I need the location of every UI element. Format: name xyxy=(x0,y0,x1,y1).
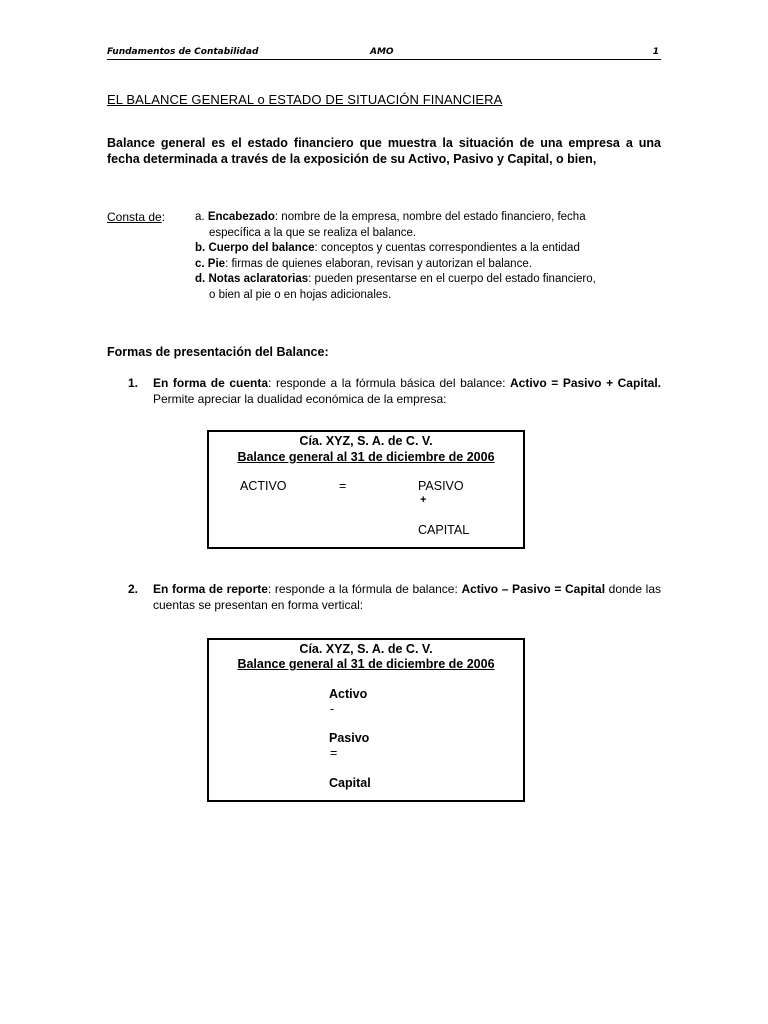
box-capital: CAPITAL xyxy=(418,523,470,537)
consta-item-b xyxy=(195,241,665,257)
consta-item-text: : firmas de quienes elaboran, revisan y autorizan el balance. xyxy=(225,257,532,270)
box-company-name: Cía. XYZ, S. A. de C. V. xyxy=(299,434,433,448)
consta-item-letter: c. xyxy=(195,257,205,270)
consta-item-letter: a xyxy=(195,211,202,223)
item-text: donde las cuentas se presentan en forma vertical: xyxy=(153,582,661,612)
item-number: 2. xyxy=(128,582,139,596)
box-activo: Activo xyxy=(329,687,368,701)
consta-list xyxy=(195,210,665,303)
consta-item-text: : pueden presentarse en el cuerpo del estado financiero, xyxy=(308,273,596,285)
balance-account-form-box xyxy=(207,430,525,549)
item-number: 1. xyxy=(128,376,139,390)
box-equals: = xyxy=(330,746,338,760)
item-term: En forma de cuenta xyxy=(153,376,269,390)
consta-de-label xyxy=(107,210,165,224)
box-subtitle: Balance general al 31 de diciembre de 2006 xyxy=(237,657,495,671)
item-body xyxy=(153,375,661,407)
item-body xyxy=(153,581,661,613)
intro-paragraph: Balance general es el estado financiero que muestra la situación de una empresa a una fecha determinada a través de la exposición de su Activo, Pasivo y Capital, o bien, xyxy=(107,136,661,166)
consta-item-letter: b. xyxy=(195,242,206,254)
item-text: Permite apreciar la dualidad económica de la empresa: xyxy=(153,392,447,406)
header-author: AMO xyxy=(370,47,394,57)
consta-item-term: Encabezado xyxy=(207,211,275,223)
consta-item-letter-suffix: . xyxy=(201,211,205,223)
header-page-number: 1 xyxy=(652,47,659,57)
consta-de-label-text: Consta de xyxy=(107,210,162,224)
consta-item-term: Cuerpo del balance xyxy=(208,242,315,254)
consta-item-continuation: específica a la que se realiza el balance. xyxy=(209,226,417,239)
consta-item-term: Notas aclaratorias xyxy=(208,273,309,285)
box-pasivo: PASIVO xyxy=(418,479,464,493)
consta-item-term: Pie xyxy=(207,257,226,270)
document-title: EL BALANCE GENERAL o ESTADO DE SITUACIÓN FINANCIERA xyxy=(107,92,503,107)
box-plus: + xyxy=(420,494,427,506)
numbered-item-2 xyxy=(128,581,661,613)
consta-item-d xyxy=(195,272,665,288)
numbered-item-1 xyxy=(128,375,661,407)
consta-item-letter: d. xyxy=(195,273,206,285)
running-header xyxy=(107,45,661,60)
consta-item-a xyxy=(195,210,665,226)
item-formula: Activo – Pasivo = Capital xyxy=(461,582,606,596)
consta-de-colon: : xyxy=(161,210,166,224)
box-capital: Capital xyxy=(329,776,371,790)
box-minus: - xyxy=(330,702,335,716)
consta-item-continuation: o bien al pie o en hojas adicionales. xyxy=(209,288,392,301)
item-term: En forma de reporte xyxy=(153,582,268,596)
item-text: : responde a la fórmula de balance: xyxy=(267,582,462,596)
box-activo: ACTIVO xyxy=(240,479,287,493)
consta-item-text: : nombre de la empresa, nombre del estado financiero, fecha xyxy=(274,211,586,223)
item-text: : responde a la fórmula básica del balance: xyxy=(268,376,511,390)
box-company-name: Cía. XYZ, S. A. de C. V. xyxy=(299,642,433,656)
header-course-name: Fundamentos de Contabilidad xyxy=(107,47,259,57)
consta-item-c xyxy=(195,257,665,273)
box-subtitle: Balance general al 31 de diciembre de 2006 xyxy=(237,450,495,464)
balance-report-form-box xyxy=(207,638,525,802)
box-equals: = xyxy=(339,479,347,493)
box-pasivo: Pasivo xyxy=(329,731,370,745)
consta-item-text: : conceptos y cuentas correspondientes a la entidad xyxy=(314,242,580,254)
section-heading: Formas de presentación del Balance: xyxy=(107,345,329,359)
item-formula: Activo = Pasivo + Capital. xyxy=(510,376,661,390)
